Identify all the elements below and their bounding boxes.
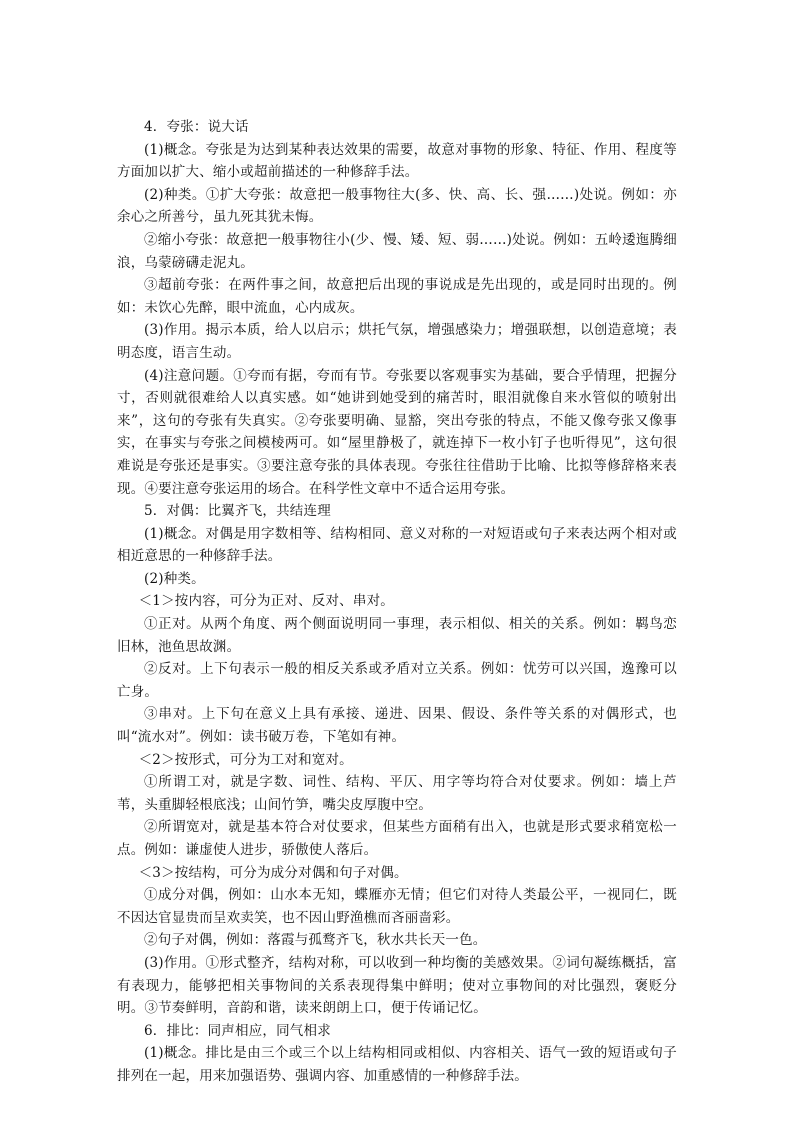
paragraph: (3)作用。揭示本质，给人以启示；烘托气氛，增强感染力；增强联想，以创造意境；表明态度，语言生动。 bbox=[117, 322, 677, 361]
section-heading-parallelism: 6．排比：同声相应，同气相求 bbox=[144, 1022, 331, 1039]
paragraph: (3)作用。①形式整齐，结构对称，可以收到一种均衡的美感效果。②词句凝练概括，富有表现力，能够把相关事物间的关系表现得集中鲜明；使对立事物间的对比强烈，褒贬分明。③节奏鲜明，音韵和谐，读来朗朗上口，便于传诵记忆。 bbox=[117, 954, 677, 1017]
paragraph: (1)概念。夸张是为达到某种表达效果的需要，故意对事物的形象、特征、作用、程度等方面加以扩大、缩小或超前描述的一种修辞手法。 bbox=[117, 141, 677, 181]
paragraph: (1)概念。对偶是用字数相等、结构相同、意义对称的一对短语或句子来表达两个相对或相近意思的一种修辞手法。 bbox=[117, 525, 677, 565]
paragraph: ③超前夸张：在两件事之间，故意把后出现的事说成是先出现的，或是同时出现的。例如：未饮心先醉，眼中流血，心内成灰。 bbox=[117, 277, 677, 316]
paragraph: (2)种类。①扩大夸张：故意把一般事物往大(多、快、高、长、强……)处说。例如：亦余心之所善兮，虽九死其犹未悔。 bbox=[117, 186, 677, 226]
paragraph: ②缩小夸张：故意把一般事物往小(少、慢、矮、短、弱……)处说。例如：五岭逶迤腾细浪，乌蒙磅礴走泥丸。 bbox=[117, 231, 677, 271]
subcategory-heading: ＜3＞按结构，可分为成分对偶和句子对偶。 bbox=[138, 864, 408, 881]
paragraph: ②反对。上下句表示一般的相反关系或矛盾对立关系。例如：忧劳可以兴国，逸豫可以亡身。 bbox=[117, 661, 677, 700]
paragraph: (2)种类。 bbox=[144, 570, 205, 587]
paragraph: ②句子对偶，例如：落霞与孤鹜齐飞，秋水共长天一色。 bbox=[144, 932, 487, 949]
section-heading-antithesis: 5．对偶：比翼齐飞，共结连理 bbox=[144, 503, 331, 520]
subcategory-heading: ＜2＞按形式，可分为工对和宽对。 bbox=[138, 751, 353, 768]
paragraph: (1)概念。排比是由三个或三个以上结构相同或相似、内容相关、语气一致的短语或句子排列在一起，用来加强语势、强调内容、加重感情的一种修辞手法。 bbox=[117, 1045, 677, 1084]
paragraph: (4)注意问题。①夸而有据，夸而有节。夸张要以客观事实为基础，要合乎情理，把握分寸，否则就很难给人以真实感。如“她讲到她受到的痛苦时，眼泪就像自来水管似的喷射出来”，这句的夸张有失真实。②夸张要明确、显豁，突出夸张的特点，不能又像夸张又像事实，在事实与夸张之间模棱两可。如“屋里静极了，就连掉下一枚小钉子也听得见”，这句很难说是夸张还是事实。③要注意夸张的具体表现。夸张往往借助于比喻、比拟等修辞格来表现。④要注意夸张运用的场合。在科学性文章中不适合运用夸张。 bbox=[117, 367, 677, 497]
section-heading-hyperbole: 4．夸张：说大话 bbox=[144, 119, 249, 135]
paragraph: ①成分对偶，例如：山水本无知，蝶雁亦无情；但它们对待人类最公平，一视同仁，既不因达官显贵而呈欢卖笑，也不因山野渔樵而吝丽啬彩。 bbox=[117, 887, 677, 926]
document-body bbox=[117, 116, 677, 1088]
paragraph: ①正对。从两个角度、两个侧面说明同一事理，表示相似、相关的关系。例如：羁鸟恋旧林，池鱼思故渊。 bbox=[117, 616, 677, 655]
subcategory-heading: ＜1＞按内容，可分为正对、反对、串对。 bbox=[138, 593, 394, 610]
paragraph: ①所谓工对，就是字数、词性、结构、平仄、用字等均符合对仗要求。例如：墙上芦苇，头重脚轻根底浅；山间竹笋，嘴尖皮厚腹中空。 bbox=[117, 774, 677, 813]
paragraph: ②所谓宽对，就是基本符合对仗要求，但某些方面稍有出入，也就是形式要求稍宽松一点。例如：谦虚使人进步，骄傲使人落后。 bbox=[117, 819, 677, 858]
paragraph: ③串对。上下句在意义上具有承接、递进、因果、假设、条件等关系的对偶形式，也叫“流水对”。例如：读书破万卷，下笔如有神。 bbox=[117, 706, 677, 746]
